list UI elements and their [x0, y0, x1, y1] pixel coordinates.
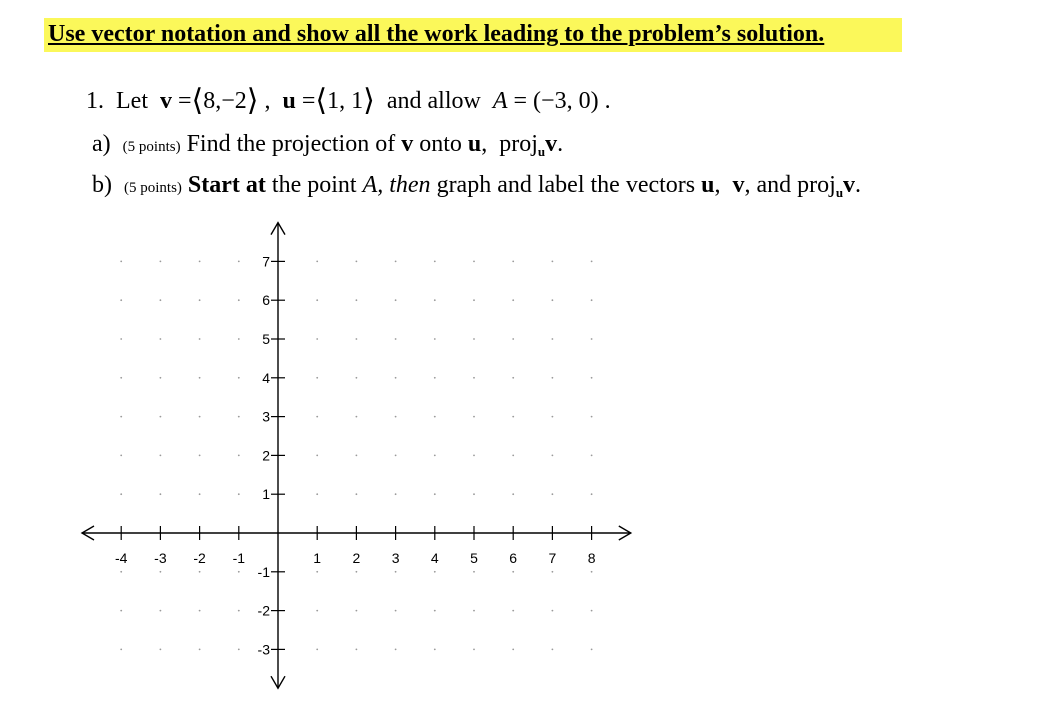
- grid-dot: [199, 610, 201, 612]
- grid-dot: [512, 261, 514, 263]
- grid-dot: [473, 299, 475, 301]
- y-tick-label: 4: [262, 369, 270, 386]
- grid-dot: [591, 493, 593, 495]
- grid-dot: [120, 416, 122, 418]
- grid-dot: [120, 610, 122, 612]
- grid-dot: [512, 493, 514, 495]
- grid-dot: [160, 261, 162, 263]
- grid-dot: [199, 649, 201, 651]
- grid-dot: [160, 455, 162, 457]
- x-tick-label: -1: [232, 550, 246, 566]
- u-symbol: u: [282, 88, 296, 114]
- grid-dot: [552, 416, 554, 418]
- grid-dot: [552, 338, 554, 340]
- grid-dot: [199, 377, 201, 379]
- grid-dot: [356, 377, 358, 379]
- grid-dot: [238, 338, 240, 340]
- problem-statement: 1. Let v =⟨8,−2⟩ , u =⟨1, 1⟩ and allow A = (−3, 0) .: [86, 84, 611, 117]
- grid-dot: [120, 338, 122, 340]
- grid-dot: [356, 455, 358, 457]
- grid-dot: [434, 610, 436, 612]
- grid-dot: [120, 455, 122, 457]
- grid-dot: [552, 455, 554, 457]
- x-tick-label: 4: [430, 550, 439, 566]
- grid-dot: [395, 416, 397, 418]
- grid-dot: [160, 493, 162, 495]
- grid-dot: [238, 416, 240, 418]
- instruction-text: Use vector notation and show all the work leading to the problem’s solution.: [48, 21, 825, 47]
- y-tick-label: -1: [257, 563, 270, 580]
- grid-dot: [395, 299, 397, 301]
- grid-dot: [160, 377, 162, 379]
- grid-dot: [512, 455, 514, 457]
- part-a-proj: proj: [499, 131, 538, 157]
- grid-dot: [434, 493, 436, 495]
- grid-dot: [434, 261, 436, 263]
- part-b-point: A,: [362, 172, 384, 198]
- grid-dot: [434, 338, 436, 340]
- grid-dot: [552, 493, 554, 495]
- problem-number: 1.: [86, 88, 104, 114]
- u-components: 1, 1: [327, 88, 364, 114]
- part-b-label: b): [92, 172, 112, 198]
- grid-dot: [316, 571, 318, 573]
- x-tick-label: 7: [548, 550, 557, 566]
- y-tick-label: 2: [262, 447, 270, 464]
- part-a-label: a): [92, 131, 111, 157]
- grid-dot: [316, 610, 318, 612]
- grid-dot: [316, 299, 318, 301]
- grid-dot: [356, 571, 358, 573]
- grid-dot: [591, 299, 593, 301]
- part-a-points: (5 points): [122, 139, 181, 155]
- y-tick-label: 6: [262, 292, 270, 309]
- grid-dot: [356, 610, 358, 612]
- grid-dot: [356, 338, 358, 340]
- grid-dot: [591, 571, 593, 573]
- part-b-then: then: [389, 172, 431, 198]
- grid-dot: [591, 455, 593, 457]
- grid-dot: [473, 261, 475, 263]
- grid-dot: [591, 261, 593, 263]
- grid-dot: [591, 649, 593, 651]
- y-tick-label: -3: [257, 641, 270, 658]
- grid-dot: [473, 571, 475, 573]
- grid-dot: [552, 377, 554, 379]
- grid-dot: [120, 377, 122, 379]
- part-b-rest: graph and label the vectors: [436, 172, 696, 198]
- grid-dot: [120, 261, 122, 263]
- grid-dot: [316, 455, 318, 457]
- part-a-end: .: [557, 131, 564, 157]
- grid-dot: [552, 261, 554, 263]
- grid-dot: [316, 261, 318, 263]
- part-a-u: u: [467, 131, 482, 157]
- x-tick-label: 3: [391, 550, 400, 566]
- part-a-onto: onto: [419, 131, 462, 157]
- grid-dot: [512, 649, 514, 651]
- grid-dot: [395, 649, 397, 651]
- grid-dot: [356, 261, 358, 263]
- grid-dot: [395, 261, 397, 263]
- grid-dot: [552, 649, 554, 651]
- grid-dot: [434, 416, 436, 418]
- grid-dot: [356, 299, 358, 301]
- grid-dot: [160, 299, 162, 301]
- let-word: Let: [116, 88, 148, 114]
- grid-dot: [199, 261, 201, 263]
- grid-dot: [199, 299, 201, 301]
- grid-dot: [160, 649, 162, 651]
- part-b-proj: proj: [797, 172, 836, 198]
- part-a-v: v: [401, 131, 414, 157]
- grid-dot: [238, 610, 240, 612]
- grid-dot: [591, 377, 593, 379]
- grid-dot: [160, 610, 162, 612]
- x-tick-label: 6: [509, 550, 518, 566]
- grid-dot: [120, 649, 122, 651]
- part-a-proj-v: v: [545, 131, 558, 157]
- grid-dot: [120, 493, 122, 495]
- grid-dot: [395, 455, 397, 457]
- part-a-proj-sub: u: [537, 144, 546, 159]
- grid-dot: [160, 416, 162, 418]
- part-b-points: (5 points): [124, 180, 182, 196]
- part-b-the-point: the point: [271, 172, 357, 198]
- grid-dot: [356, 649, 358, 651]
- part-b-start-at: Start at: [187, 172, 266, 198]
- grid-dot: [316, 416, 318, 418]
- grid-dot: [238, 377, 240, 379]
- y-tick-label: -2: [257, 602, 270, 619]
- grid-dot: [434, 377, 436, 379]
- x-tick-label: -4: [114, 550, 128, 566]
- x-tick-label: -3: [154, 550, 167, 566]
- grid-dot: [473, 416, 475, 418]
- and-allow: and allow: [386, 88, 481, 114]
- grid-dot: [512, 610, 514, 612]
- grid-dot: [160, 571, 162, 573]
- grid-dot: [356, 493, 358, 495]
- grid-dot: [473, 377, 475, 379]
- part-b-and: and: [756, 172, 792, 198]
- grid-dot: [238, 649, 240, 651]
- v-symbol: v: [159, 88, 172, 114]
- grid-dot: [120, 299, 122, 301]
- y-tick-label: 1: [262, 486, 270, 503]
- grid-dot: [591, 338, 593, 340]
- grid-dot: [434, 571, 436, 573]
- grid-dot: [395, 610, 397, 612]
- part-a-text: Find the projection of: [186, 131, 396, 157]
- grid-dot: [512, 377, 514, 379]
- x-tick-label: 2: [352, 550, 361, 566]
- part-b: b) (5 points) Start at the point A, then graph and label the vectors u, v, and proj$_u$v.: [92, 172, 862, 200]
- grid-dot: [395, 338, 397, 340]
- grid-dot: [238, 493, 240, 495]
- grid-dot: [512, 571, 514, 573]
- grid-dots: [120, 261, 592, 651]
- grid-dot: [238, 261, 240, 263]
- grid-dot: [356, 416, 358, 418]
- grid-dot: [512, 416, 514, 418]
- grid-dot: [316, 493, 318, 495]
- grid-dot: [473, 455, 475, 457]
- part-a: a) (5 points) Find the projection of v onto u, proj$_u$v.: [92, 131, 564, 159]
- x-axis-ticks: [115, 526, 596, 566]
- grid-dot: [238, 571, 240, 573]
- part-b-proj-v: v: [843, 172, 856, 198]
- grid-dot: [473, 610, 475, 612]
- x-tick-label: 8: [587, 550, 596, 566]
- y-axis-ticks: [258, 253, 285, 657]
- grid-dot: [512, 338, 514, 340]
- grid-dot: [160, 338, 162, 340]
- grid-dot: [552, 571, 554, 573]
- grid-dot: [591, 610, 593, 612]
- grid-dot: [238, 455, 240, 457]
- grid-dot: [434, 455, 436, 457]
- y-tick-label: 7: [262, 253, 270, 270]
- grid-dot: [199, 571, 201, 573]
- point-a-value: = (−3, 0) .: [513, 88, 611, 114]
- part-b-end: .: [855, 172, 862, 198]
- x-tick-label: 1: [313, 550, 322, 566]
- grid-dot: [199, 455, 201, 457]
- grid-dot: [591, 416, 593, 418]
- part-b-v: v: [732, 172, 745, 198]
- grid-dot: [473, 493, 475, 495]
- grid-dot: [512, 299, 514, 301]
- y-tick-label: 3: [262, 408, 270, 425]
- grid-dot: [434, 299, 436, 301]
- grid-dot: [395, 571, 397, 573]
- v-components: 8,−2: [203, 88, 247, 114]
- grid-dot: [434, 649, 436, 651]
- grid-dot: [199, 338, 201, 340]
- grid-dot: [552, 299, 554, 301]
- y-tick-label: 5: [262, 331, 270, 347]
- grid-dot: [395, 377, 397, 379]
- part-b-proj-sub: u: [835, 185, 844, 200]
- grid-dot: [473, 338, 475, 340]
- grid-dot: [199, 416, 201, 418]
- grid-dot: [316, 377, 318, 379]
- grid-dot: [199, 493, 201, 495]
- grid-dot: [316, 649, 318, 651]
- grid-dot: [238, 299, 240, 301]
- x-tick-label: -2: [193, 550, 206, 566]
- grid-dot: [120, 571, 122, 573]
- grid-dot: [552, 610, 554, 612]
- point-a-symbol: A: [492, 88, 508, 114]
- part-b-u: u: [701, 172, 715, 198]
- grid-dot: [395, 493, 397, 495]
- grid-dot: [473, 649, 475, 651]
- grid-dot: [316, 338, 318, 340]
- x-tick-label: 5: [470, 550, 478, 566]
